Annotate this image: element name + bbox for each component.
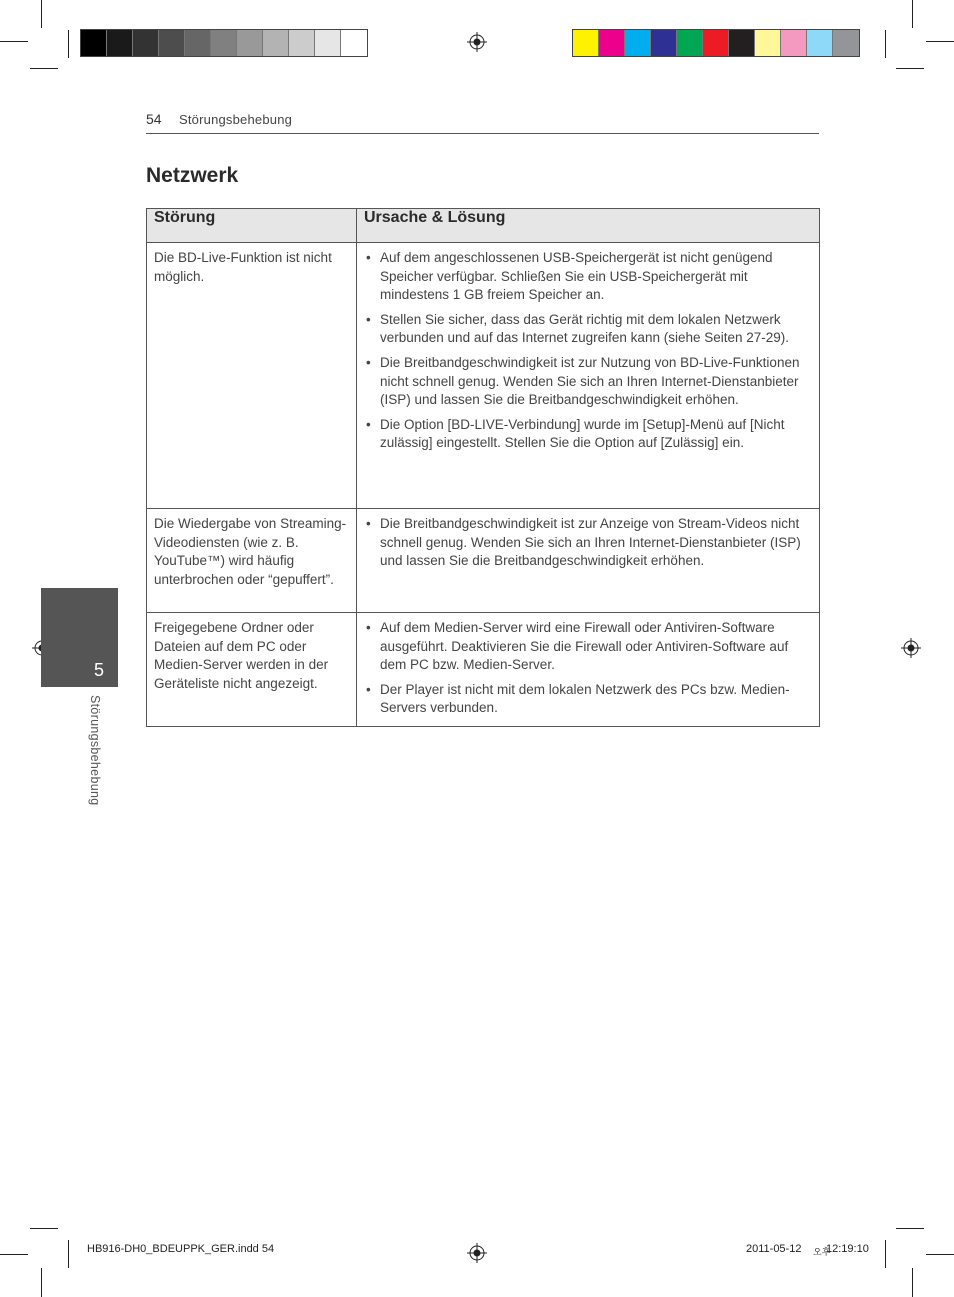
footer-date: 2011-05-12 [746,1243,802,1255]
list-item [364,416,812,453]
color-swatch [81,30,107,56]
color-swatch [599,30,625,56]
solution-text: Auf dem angeschlossenen USB-Speichergerät ist nicht genügend Speicher verfügbar. Schließen Sie ein USB-Speichergerät mit mindestens 1 GB freiem Speicher an. [380,250,773,303]
table-row [147,509,820,613]
footer-time-marker: 오후 [813,1247,831,1257]
list-item [364,354,812,410]
bullet-icon: • [366,620,371,635]
color-swatch [755,30,781,56]
crop-mark [885,1240,886,1268]
registration-mark-icon [467,1243,487,1263]
chapter-number: 5 [93,660,104,680]
crop-mark [68,30,69,58]
page-number: 54 [146,111,162,127]
solution-text: Auf dem Medien-Server wird eine Firewall oder Antiviren-Software ausgeführt. Deaktivieren Sie die Firewall oder Antiviren-Software auf dem PC bzw. Medien-Server. [380,620,789,673]
bullet-icon: • [366,354,371,370]
color-swatch [341,30,367,56]
page-header [146,111,819,134]
chapter-tab [41,588,118,687]
color-swatch [807,30,833,56]
list-item [364,619,812,675]
crop-mark [41,0,42,28]
crop-mark [0,1254,28,1255]
bullet-icon: • [366,681,371,697]
running-section-title: Störungsbehebung [179,112,293,127]
bullet-icon: • [366,250,371,265]
table-row [147,613,820,727]
list-item [364,515,812,571]
bullet-icon: • [366,516,371,531]
bullet-icon: • [366,311,371,327]
list-item [364,681,812,718]
crop-mark [926,1254,954,1255]
table-row [147,243,820,509]
solution-text: Die Breitbandgeschwindigkeit ist zur Nutzung von BD-Live-Funktionen nicht schnell genug. Wenden Sie sich an Ihren Internet-Dienstanbieter (ISP) und lassen Sie die Breitbandgeschwindigkeit erhöhen. [380,354,800,408]
crop-mark [68,1240,69,1268]
color-swatch [833,30,859,56]
color-swatch [185,30,211,56]
problem-cell: Freigegebene Ordner oder Dateien auf dem PC oder Medien-Server werden in der Geräteliste nicht angezeigt. [147,613,357,727]
color-swatch [315,30,341,56]
solution-text: Die Breitbandgeschwindigkeit ist zur Anzeige von Stream-Videos nicht schnell genug. Wenden Sie sich an Ihren Internet-Dienstanbieter (ISP) und lassen Sie die Breitbandgeschwindigkeit erhöhen. [380,516,801,569]
problem-cell: Die Wiedergabe von Streaming-Videodiensten (wie z. B. YouTube™) wird häufig unterbrochen oder “gepuffert”. [147,509,357,613]
registration-mark-icon [901,638,921,658]
color-swatch [289,30,315,56]
page-title: Netzwerk [146,164,239,187]
color-swatch [159,30,185,56]
color-swatch [729,30,755,56]
color-swatch [625,30,651,56]
solution-list [364,619,812,718]
crop-mark [0,41,28,42]
bullet-icon: • [366,416,371,432]
crop-mark [896,68,924,69]
troubleshooting-table [146,208,820,727]
solution-list [364,249,812,453]
list-item [364,249,812,305]
crop-mark [885,30,886,58]
solution-text: Die Option [BD-LIVE-Verbindung] wurde im [Setup]-Menü auf [Nicht zulässig] eingestellt. Stellen Sie die Option auf [Zulässig] ein. [380,416,785,451]
solution-list [364,515,812,571]
solution-text: Stellen Sie sicher, dass das Gerät richtig mit dem lokalen Netzwerk verbunden und auf das Internet zugreifen kann (siehe Seiten 27-29). [380,311,790,346]
crop-mark [30,1228,58,1229]
color-swatch [263,30,289,56]
registration-mark-icon [467,32,487,52]
solution-text: Der Player ist nicht mit dem lokalen Netzwerk des PCs bzw. Medien-Servers verbunden. [380,681,790,716]
crop-mark [30,68,58,69]
column-header-problem: Störung [147,209,357,243]
crop-mark [926,41,954,42]
crop-mark [896,1228,924,1229]
crop-mark [912,0,913,28]
solution-cell [357,243,820,509]
problem-cell: Die BD-Live-Funktion ist nicht möglich. [147,243,357,509]
list-item [364,311,812,348]
crop-mark [41,1268,42,1297]
table-header-row [147,209,820,243]
chapter-side-label: Störungsbehebung [88,695,102,806]
footer-file-info: HB916-DH0_BDEUPPK_GER.indd 54 [87,1243,275,1255]
color-bar [572,29,860,57]
color-swatch [677,30,703,56]
solution-cell [357,613,820,727]
color-swatch [573,30,599,56]
color-swatch [703,30,729,56]
color-swatch [133,30,159,56]
color-swatch [781,30,807,56]
grayscale-bar [80,29,368,57]
crop-mark [912,1268,913,1297]
color-swatch [107,30,133,56]
color-swatch [237,30,263,56]
color-swatch [211,30,237,56]
solution-cell [357,509,820,613]
column-header-cause-solution: Ursache & Lösung [357,209,820,243]
footer-time: 12:19:10 [826,1243,869,1255]
color-swatch [651,30,677,56]
